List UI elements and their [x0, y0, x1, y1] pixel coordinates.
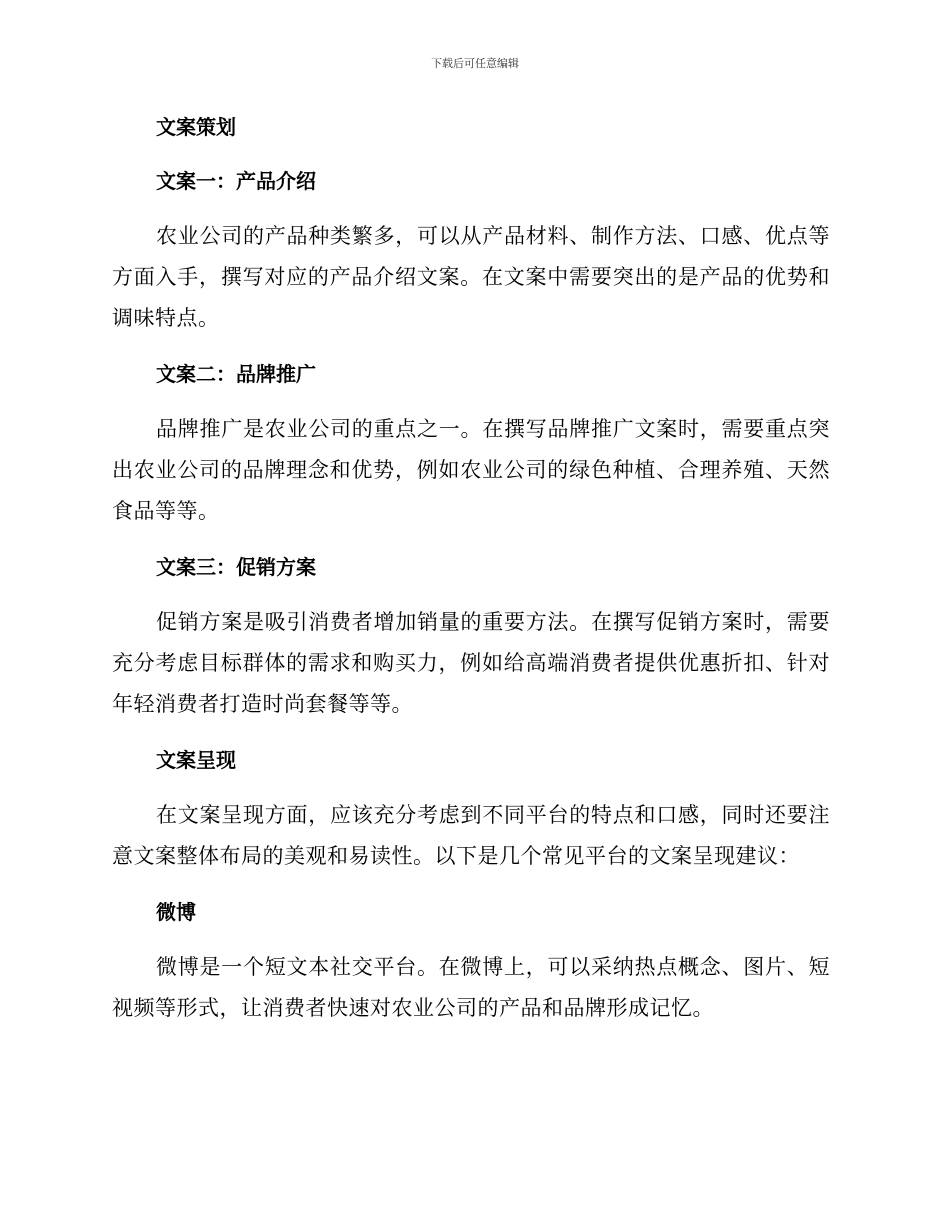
paragraph-promotion-plan: 促销方案是吸引消费者增加销量的重要方法。在撰写促销方案时，需要充分考虑目标群体的需求和购买力，例如给高端消费者提供优惠折扣、针对年轻消费者打造时尚套餐等等。	[112, 610, 830, 716]
paragraph-product-intro: 农业公司的产品种类繁多，可以从产品材料、制作方法、口感、优点等方面入手，撰写对应的产品介绍文案。在文案中需要突出的是产品的优势和调味特点。	[112, 224, 830, 330]
header-note: 下载后可任意编辑	[431, 57, 519, 70]
paragraph-brand-promotion: 品牌推广是农业公司的重点之一。在撰写品牌推广文案时，需要重点突出农业公司的品牌理念和优势，例如农业公司的绿色种植、合理养殖、天然食品等等。	[112, 417, 830, 523]
heading-weibo: 微博	[156, 900, 196, 924]
paragraph-weibo: 微博是一个短文本社交平台。在微博上，可以采纳热点概念、图片、短视频等形式，让消费者快速对农业公司的产品和品牌形成记忆。	[112, 955, 830, 1020]
heading-copy-presentation: 文案呈现	[156, 748, 236, 772]
heading-copy-three-promotion: 文案三：促销方案	[156, 555, 316, 579]
paragraph-copy-presentation: 在文案呈现方面，应该充分考虑到不同平台的特点和口感，同时还要注意文案整体布局的美观和易读性。以下是几个常见平台的文案呈现建议：	[112, 803, 830, 868]
document-body	[112, 108, 830, 1045]
heading-copy-two-brand: 文案二：品牌推广	[156, 362, 316, 386]
heading-copy-planning: 文案策划	[156, 115, 236, 139]
heading-copy-one-product: 文案一：产品介绍	[156, 169, 316, 193]
